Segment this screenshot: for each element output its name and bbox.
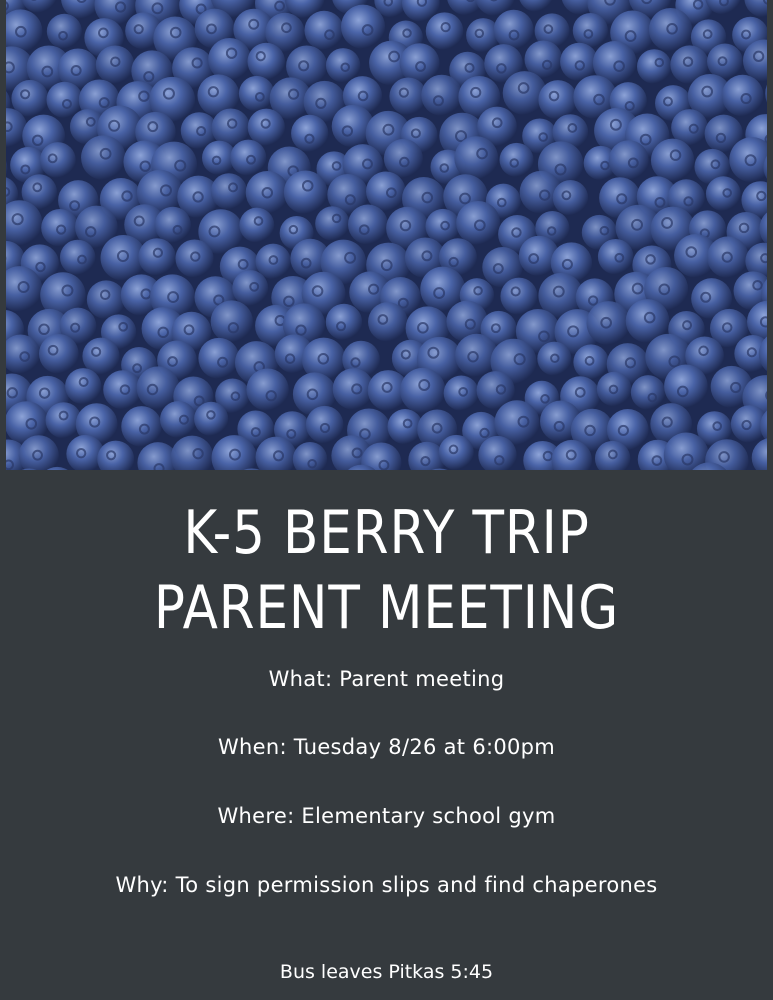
blueberry [444,376,479,411]
blueberries-image [6,0,767,470]
blueberry [537,342,571,376]
blueberry [138,238,175,275]
blueberry [175,239,213,277]
blueberry [315,206,349,240]
blueberry [208,38,251,81]
blueberry [87,280,126,319]
blueberry [194,402,228,436]
blueberry [81,135,126,180]
blueberry [246,171,289,214]
blueberry [306,406,344,444]
blueberry [291,115,328,152]
title-line-2: PARENT MEETING [153,573,620,643]
blueberry [560,43,598,81]
blueberry [160,401,197,438]
blueberry [664,365,708,409]
blueberry [121,406,162,447]
blueberry [439,435,474,470]
blueberry [246,369,288,411]
blueberry [598,239,634,275]
blueberry [538,80,577,119]
blueberry [326,48,360,82]
blueberry [103,370,142,409]
blueberry [247,43,285,81]
blueberry [211,300,253,342]
blueberry [239,208,274,243]
blueberry [60,240,95,275]
blueberry [500,278,537,315]
blueberry [47,14,82,49]
blueberry [651,139,694,182]
blueberry [456,201,500,245]
blueberry [494,10,534,50]
title-line-1: K-5 BERRY TRIP [183,498,590,568]
blueberry [597,372,632,407]
blueberry [230,140,266,176]
blueberry [553,180,588,215]
detail-when: When: Tuesday 8/26 at 6:00pm [217,735,556,759]
blueberry [707,43,743,79]
blueberry [637,49,672,84]
blueberry [284,171,327,214]
blueberry [211,173,247,209]
blueberry [454,136,498,180]
blueberry [155,207,191,243]
blueberry [500,143,534,177]
blueberry [706,176,741,211]
blueberry [609,140,649,180]
blueberry [400,368,445,413]
blueberry [232,270,268,306]
detail-where: Where: Elementary school gym [217,804,556,828]
blueberry [631,375,665,409]
blueberry [649,8,692,51]
blueberry [722,75,764,117]
blueberry [326,304,362,340]
blueberry [426,12,464,50]
blueberry [573,344,608,379]
detail-why: Why: To sign permission slips and find chaperones [115,873,658,897]
blueberry [40,142,76,178]
blueberries-photo [6,0,767,470]
blueberry [39,334,79,374]
blueberry [341,5,385,49]
blueberry [586,301,630,345]
blueberry [368,302,408,342]
blueberry [304,11,343,50]
blueberry [707,236,749,278]
blueberry [198,338,239,379]
blueberry [96,45,135,84]
blueberry [348,205,388,245]
blueberry [421,75,462,116]
detail-what: What: Parent meeting [268,667,505,691]
bus-departure-note: Bus leaves Pitkas 5:45 [279,961,494,983]
blueberry [239,76,274,111]
blueberry [65,368,101,404]
